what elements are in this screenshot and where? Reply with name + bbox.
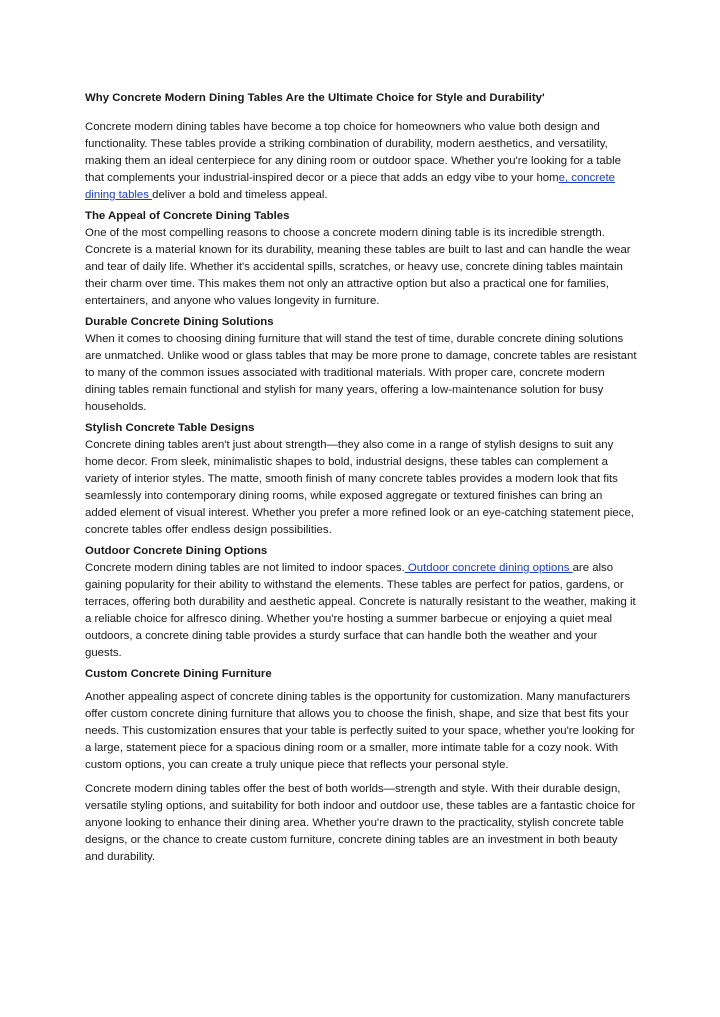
document-title: Why Concrete Modern Dining Tables Are the Ultimate Choice for Style and Durability' [85, 92, 545, 104]
section-heading-custom: Custom Concrete Dining Furniture [85, 668, 272, 680]
section-heading-appeal: The Appeal of Concrete Dining Tables [85, 210, 290, 222]
section-body-appeal: One of the most compelling reasons to choose a concrete modern dining table is its incredible strength. Concrete is a material known for its durability, meaning these tables are built to last and can handle the wear and tear of daily life. Whether it's accidental spills, scratches, or heavy use, concrete dining tables maintain their charm over time. This makes them not only an attractive option but also a practical one for families, entertainers, and anyone who values longevity in furniture. [85, 227, 631, 307]
section-heading-stylish: Stylish Concrete Table Designs [85, 422, 255, 434]
section-heading-outdoor: Outdoor Concrete Dining Options [85, 545, 268, 557]
outdoor-text-after: are also gaining popularity for their ability to withstand the elements. These tables are perfect for patios, gardens, or terraces, offering both durability and aesthetic appeal. Concrete is naturally resistant to the weather, making it a reliable choice for alfresco dining. Whether you're hosting a summer barbecue or enjoying a quiet meal outdoors, a concrete dining table provides a sturdy surface that can handle both the weather and your guests. [85, 562, 636, 659]
section-heading-durable: Durable Concrete Dining Solutions [85, 316, 274, 328]
conclusion-paragraph: Concrete modern dining tables offer the best of both worlds—strength and style. With their durable design, versatile styling options, and suitability for both indoor and outdoor use, these tables are a fantastic choice for anyone looking to enhance their dining area. Whether you're drawn to the practicality, stylish concrete table designs, or the chance to create custom furniture, concrete dining tables are an investment in both beauty and durability. [85, 783, 636, 863]
intro-text-before: Concrete modern dining tables have become a top choice for homeowners who value both design and functionality. These tables provide a striking combination of durability, modern aesthetics, and versatility, making them an ideal centerpiece for any dining room or outdoor space. Whether you're looking for a table that complements your industrial-inspired decor or a piece that adds an edgy vibe to your hom [85, 121, 621, 184]
section-body-durable: When it comes to choosing dining furniture that will stand the test of time, durable concrete dining solutions are unmatched. Unlike wood or glass tables that may be more prone to damage, concrete tables are resistant to many of the common issues associated with traditional materials. With proper care, concrete modern dining tables remain functional and stylish for many years, offering a low-maintenance solution for busy households. [85, 333, 637, 413]
section-body-stylish: Concrete dining tables aren't just about strength—they also come in a range of stylish designs to suit any home decor. From sleek, minimalistic shapes to bold, industrial designs, these tables can complement a variety of interior styles. The matte, smooth finish of many concrete tables provides a modern look that fits seamlessly into contemporary dining rooms, while exposed aggregate or textured finishes can bring an added element of visual interest. Whether you prefer a more refined look or an eye-catching statement piece, concrete tables offer endless design possibilities. [85, 439, 634, 536]
intro-paragraph [85, 119, 637, 204]
intro-text-after: deliver a bold and timeless appeal. [152, 189, 328, 201]
section-body-custom: Another appealing aspect of concrete dining tables is the opportunity for customization. Many manufacturers offer custom concrete dining furniture that allows you to choose the finish, shape, and size that best fits your needs. This customization ensures that your table is perfectly suited to your space, whether you're looking for a large, statement piece for a spacious dining room or a smaller, more intimate table for a cozy nook. With custom options, you can create a truly unique piece that reflects your personal style. [85, 691, 635, 771]
outdoor-text-before: Concrete modern dining tables are not limited to indoor spaces. [85, 562, 405, 574]
concrete-dining-tables-link[interactable]: e, concrete dining tables [85, 172, 615, 201]
document-body [85, 90, 637, 870]
section-body-outdoor [85, 560, 637, 662]
outdoor-concrete-dining-options-link[interactable]: Outdoor concrete dining options [404, 562, 573, 574]
